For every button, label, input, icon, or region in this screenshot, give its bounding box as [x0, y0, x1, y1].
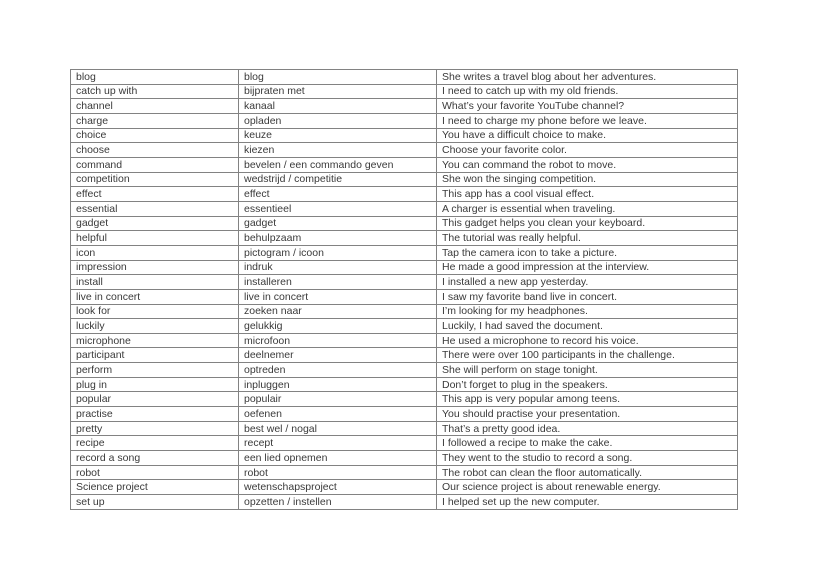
cell-english-word: catch up with — [71, 84, 239, 99]
cell-dutch-translation: robot — [239, 465, 437, 480]
cell-english-word: channel — [71, 99, 239, 114]
cell-example-sentence: I need to catch up with my old friends. — [437, 84, 738, 99]
cell-example-sentence: There were over 100 participants in the challenge. — [437, 348, 738, 363]
cell-example-sentence: I installed a new app yesterday. — [437, 275, 738, 290]
table-row — [71, 363, 738, 378]
cell-dutch-translation: een lied opnemen — [239, 451, 437, 466]
table-row — [71, 451, 738, 466]
cell-dutch-translation: gelukkig — [239, 319, 437, 334]
cell-example-sentence: They went to the studio to record a song. — [437, 451, 738, 466]
table-row — [71, 187, 738, 202]
cell-english-word: gadget — [71, 216, 239, 231]
cell-example-sentence: He made a good impression at the interview. — [437, 260, 738, 275]
table-row — [71, 216, 738, 231]
cell-example-sentence: I need to charge my phone before we leave. — [437, 113, 738, 128]
table-row — [71, 231, 738, 246]
table-row — [71, 128, 738, 143]
table-row — [71, 201, 738, 216]
cell-example-sentence: You have a difficult choice to make. — [437, 128, 738, 143]
cell-english-word: choice — [71, 128, 239, 143]
cell-dutch-translation: opladen — [239, 113, 437, 128]
cell-english-word: perform — [71, 363, 239, 378]
table-row — [71, 495, 738, 510]
table-row — [71, 70, 738, 85]
cell-dutch-translation: kanaal — [239, 99, 437, 114]
table-row — [71, 436, 738, 451]
cell-dutch-translation: essentieel — [239, 201, 437, 216]
cell-example-sentence: A charger is essential when traveling. — [437, 201, 738, 216]
cell-english-word: impression — [71, 260, 239, 275]
table-row — [71, 84, 738, 99]
cell-dutch-translation: indruk — [239, 260, 437, 275]
table-row — [71, 275, 738, 290]
cell-english-word: popular — [71, 392, 239, 407]
cell-example-sentence: You can command the robot to move. — [437, 157, 738, 172]
cell-dutch-translation: wetenschapsproject — [239, 480, 437, 495]
table-row — [71, 319, 738, 334]
table-row — [71, 304, 738, 319]
cell-dutch-translation: gadget — [239, 216, 437, 231]
cell-dutch-translation: bevelen / een commando geven — [239, 157, 437, 172]
cell-dutch-translation: inpluggen — [239, 377, 437, 392]
cell-example-sentence: That’s a pretty good idea. — [437, 421, 738, 436]
table-row — [71, 113, 738, 128]
cell-dutch-translation: blog — [239, 70, 437, 85]
cell-dutch-translation: behulpzaam — [239, 231, 437, 246]
cell-example-sentence: I saw my favorite band live in concert. — [437, 289, 738, 304]
cell-english-word: Science project — [71, 480, 239, 495]
cell-dutch-translation: pictogram / icoon — [239, 245, 437, 260]
cell-english-word: microphone — [71, 333, 239, 348]
cell-dutch-translation: effect — [239, 187, 437, 202]
vocabulary-table — [70, 69, 738, 510]
cell-example-sentence: I helped set up the new computer. — [437, 495, 738, 510]
cell-example-sentence: The tutorial was really helpful. — [437, 231, 738, 246]
cell-dutch-translation: best wel / nogal — [239, 421, 437, 436]
cell-dutch-translation: wedstrijd / competitie — [239, 172, 437, 187]
cell-english-word: helpful — [71, 231, 239, 246]
cell-english-word: plug in — [71, 377, 239, 392]
table-row — [71, 333, 738, 348]
cell-example-sentence: You should practise your presentation. — [437, 407, 738, 422]
cell-example-sentence: Choose your favorite color. — [437, 143, 738, 158]
table-row — [71, 421, 738, 436]
cell-english-word: blog — [71, 70, 239, 85]
cell-example-sentence: What’s your favorite YouTube channel? — [437, 99, 738, 114]
cell-dutch-translation: bijpraten met — [239, 84, 437, 99]
cell-dutch-translation: opzetten / instellen — [239, 495, 437, 510]
cell-dutch-translation: populair — [239, 392, 437, 407]
cell-english-word: set up — [71, 495, 239, 510]
table-row — [71, 377, 738, 392]
cell-example-sentence: I’m looking for my headphones. — [437, 304, 738, 319]
cell-dutch-translation: kiezen — [239, 143, 437, 158]
cell-example-sentence: She won the singing competition. — [437, 172, 738, 187]
cell-example-sentence: This gadget helps you clean your keyboard. — [437, 216, 738, 231]
table-row — [71, 465, 738, 480]
cell-english-word: robot — [71, 465, 239, 480]
cell-english-word: choose — [71, 143, 239, 158]
table-row — [71, 407, 738, 422]
table-row — [71, 348, 738, 363]
cell-english-word: icon — [71, 245, 239, 260]
table-row — [71, 392, 738, 407]
cell-english-word: charge — [71, 113, 239, 128]
cell-english-word: look for — [71, 304, 239, 319]
cell-example-sentence: She writes a travel blog about her adventures. — [437, 70, 738, 85]
cell-english-word: command — [71, 157, 239, 172]
cell-english-word: install — [71, 275, 239, 290]
cell-english-word: practise — [71, 407, 239, 422]
cell-example-sentence: He used a microphone to record his voice. — [437, 333, 738, 348]
cell-english-word: recipe — [71, 436, 239, 451]
cell-dutch-translation: live in concert — [239, 289, 437, 304]
cell-dutch-translation: keuze — [239, 128, 437, 143]
cell-dutch-translation: optreden — [239, 363, 437, 378]
table-row — [71, 99, 738, 114]
table-row — [71, 157, 738, 172]
table-row — [71, 143, 738, 158]
cell-english-word: essential — [71, 201, 239, 216]
cell-english-word: effect — [71, 187, 239, 202]
table-row — [71, 289, 738, 304]
cell-english-word: live in concert — [71, 289, 239, 304]
cell-example-sentence: I followed a recipe to make the cake. — [437, 436, 738, 451]
cell-dutch-translation: oefenen — [239, 407, 437, 422]
cell-dutch-translation: zoeken naar — [239, 304, 437, 319]
cell-example-sentence: Luckily, I had saved the document. — [437, 319, 738, 334]
table-row — [71, 245, 738, 260]
cell-example-sentence: This app is very popular among teens. — [437, 392, 738, 407]
cell-english-word: participant — [71, 348, 239, 363]
cell-example-sentence: This app has a cool visual effect. — [437, 187, 738, 202]
cell-english-word: pretty — [71, 421, 239, 436]
cell-english-word: record a song — [71, 451, 239, 466]
cell-english-word: luckily — [71, 319, 239, 334]
cell-dutch-translation: recept — [239, 436, 437, 451]
cell-example-sentence: The robot can clean the floor automatically. — [437, 465, 738, 480]
cell-dutch-translation: deelnemer — [239, 348, 437, 363]
cell-example-sentence: Don’t forget to plug in the speakers. — [437, 377, 738, 392]
table-row — [71, 260, 738, 275]
cell-example-sentence: Our science project is about renewable energy. — [437, 480, 738, 495]
cell-dutch-translation: microfoon — [239, 333, 437, 348]
table-row — [71, 172, 738, 187]
cell-english-word: competition — [71, 172, 239, 187]
cell-example-sentence: Tap the camera icon to take a picture. — [437, 245, 738, 260]
table-row — [71, 480, 738, 495]
cell-example-sentence: She will perform on stage tonight. — [437, 363, 738, 378]
cell-dutch-translation: installeren — [239, 275, 437, 290]
